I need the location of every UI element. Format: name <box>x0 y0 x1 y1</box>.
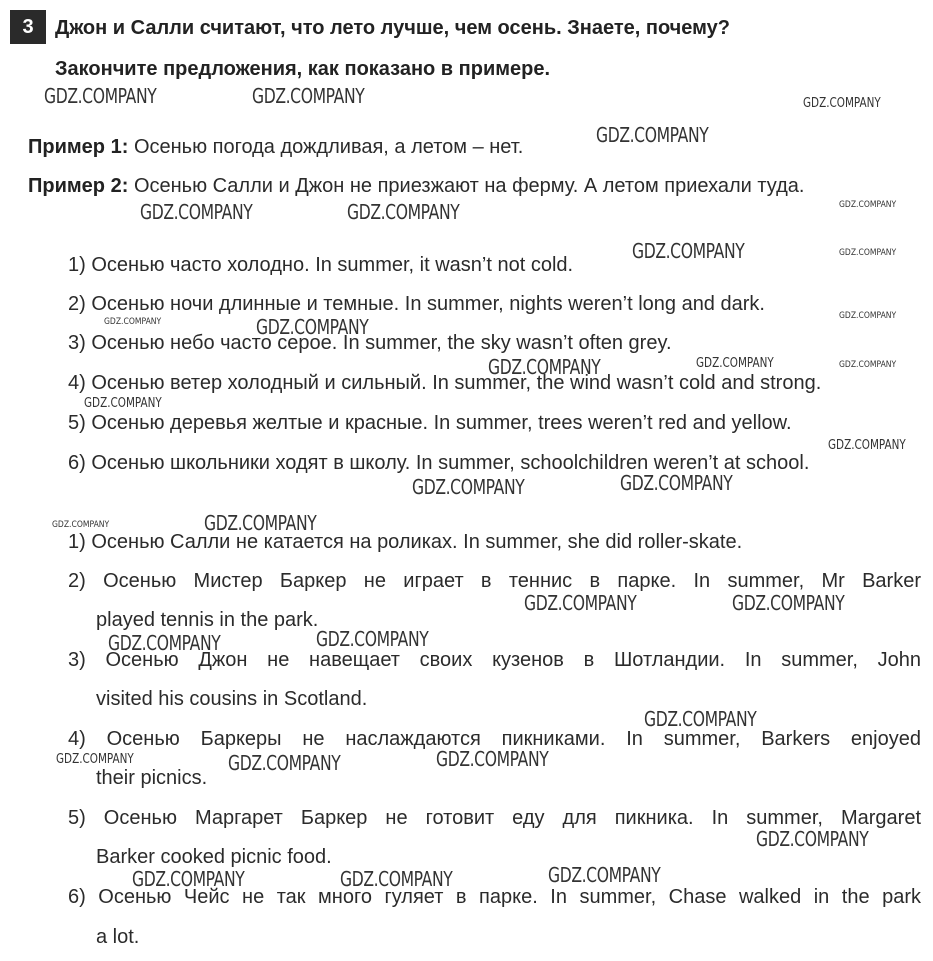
watermark: GDZ.COMPANY <box>828 438 906 453</box>
watermark: GDZ.COMPANY <box>132 867 245 891</box>
watermark: GDZ.COMPANY <box>256 315 369 339</box>
watermark: GDZ.COMPANY <box>839 200 897 210</box>
answer-a1: 1) Осенью часто холодно. In summer, it wasn’t not cold. <box>68 254 574 276</box>
watermark: GDZ.COMPANY <box>204 511 317 535</box>
answer-a2: 2) Осенью ночи длинные и темные. In summer, nights weren’t long and dark. <box>68 293 765 315</box>
answer-a5: 5) Осенью деревья желтые и красные. In summer, trees weren’t red and yellow. <box>68 412 792 434</box>
watermark: GDZ.COMPANY <box>252 84 365 108</box>
watermark: GDZ.COMPANY <box>620 471 733 495</box>
answer-b2-line2: played tennis in the park. <box>96 609 319 631</box>
watermark: GDZ.COMPANY <box>548 863 661 887</box>
watermark: GDZ.COMPANY <box>488 355 601 379</box>
watermark: GDZ.COMPANY <box>228 751 341 775</box>
watermark: GDZ.COMPANY <box>340 867 453 891</box>
watermark: GDZ.COMPANY <box>56 752 134 767</box>
watermark: GDZ.COMPANY <box>436 747 549 771</box>
watermark: GDZ.COMPANY <box>696 356 774 371</box>
watermark: GDZ.COMPANY <box>44 84 157 108</box>
watermark: GDZ.COMPANY <box>108 631 221 655</box>
watermark: GDZ.COMPANY <box>839 360 897 370</box>
example-2-text: Осенью Салли и Джон не приезжают на ферму. А летом приехали туда. <box>133 175 805 197</box>
example-2 <box>28 174 804 198</box>
exercise-instruction: Закончите предложения, как показано в примере. <box>55 58 551 80</box>
watermark: GDZ.COMPANY <box>104 317 162 327</box>
answer-a3: 3) Осенью небо часто серое. In summer, the sky wasn’t often grey. <box>68 332 672 354</box>
example-1-text: Осенью погода дождливая, а летом – нет. <box>133 136 524 158</box>
exercise-title: Джон и Салли считают, что лето лучше, чем осень. Знаете, почему? <box>55 17 730 39</box>
watermark: GDZ.COMPANY <box>524 591 637 615</box>
answer-a4: 4) Осенью ветер холодный и сильный. In summer, the wind wasn’t cold and strong. <box>68 372 822 394</box>
watermark: GDZ.COMPANY <box>644 707 757 731</box>
watermark: GDZ.COMPANY <box>347 200 460 224</box>
watermark: GDZ.COMPANY <box>412 475 525 499</box>
answer-b1: 1) Осенью Салли не катается на роликах. In summer, she did roller-skate. <box>68 531 743 553</box>
watermark: GDZ.COMPANY <box>803 96 881 111</box>
answer-b5-line2: Barker cooked picnic food. <box>96 846 332 868</box>
answer-b3-line2: visited his cousins in Scotland. <box>96 688 368 710</box>
answer-b6-line2: a lot. <box>96 926 140 948</box>
watermark: GDZ.COMPANY <box>732 591 845 615</box>
watermark: GDZ.COMPANY <box>84 396 162 411</box>
watermark: GDZ.COMPANY <box>140 200 253 224</box>
answer-b3-line1: 3) Осенью Джон не навещает своих кузенов в Шотландии. In summer, John <box>68 649 921 671</box>
answer-b4-line1: 4) Осенью Баркеры не наслаждаются пикниками. In summer, Barkers enjoyed <box>68 728 921 750</box>
watermark: GDZ.COMPANY <box>839 311 897 321</box>
watermark: GDZ.COMPANY <box>316 627 429 651</box>
exercise-number-badge: 3 <box>10 10 46 44</box>
watermark: GDZ.COMPANY <box>52 520 110 530</box>
answer-a6: 6) Осенью школьники ходят в школу. In summer, schoolchildren weren’t at school. <box>68 452 810 474</box>
example-1-label: Пример 1: <box>28 136 129 158</box>
watermark: GDZ.COMPANY <box>756 827 869 851</box>
watermark: GDZ.COMPANY <box>632 239 745 263</box>
watermark: GDZ.COMPANY <box>596 123 709 147</box>
answer-b5-line1: 5) Осенью Маргарет Баркер не готовит еду для пикника. In summer, Margaret <box>68 807 921 829</box>
answer-b4-line2: their picnics. <box>96 767 208 789</box>
watermark: GDZ.COMPANY <box>839 248 897 258</box>
answer-b6-line1: 6) Осенью Чейс не так много гуляет в парке. In summer, Chase walked in the park <box>68 886 921 908</box>
example-2-label: Пример 2: <box>28 175 129 197</box>
answer-b2-line1: 2) Осенью Мистер Баркер не играет в теннис в парке. In summer, Mr Barker <box>68 570 921 592</box>
example-1 <box>28 135 523 159</box>
